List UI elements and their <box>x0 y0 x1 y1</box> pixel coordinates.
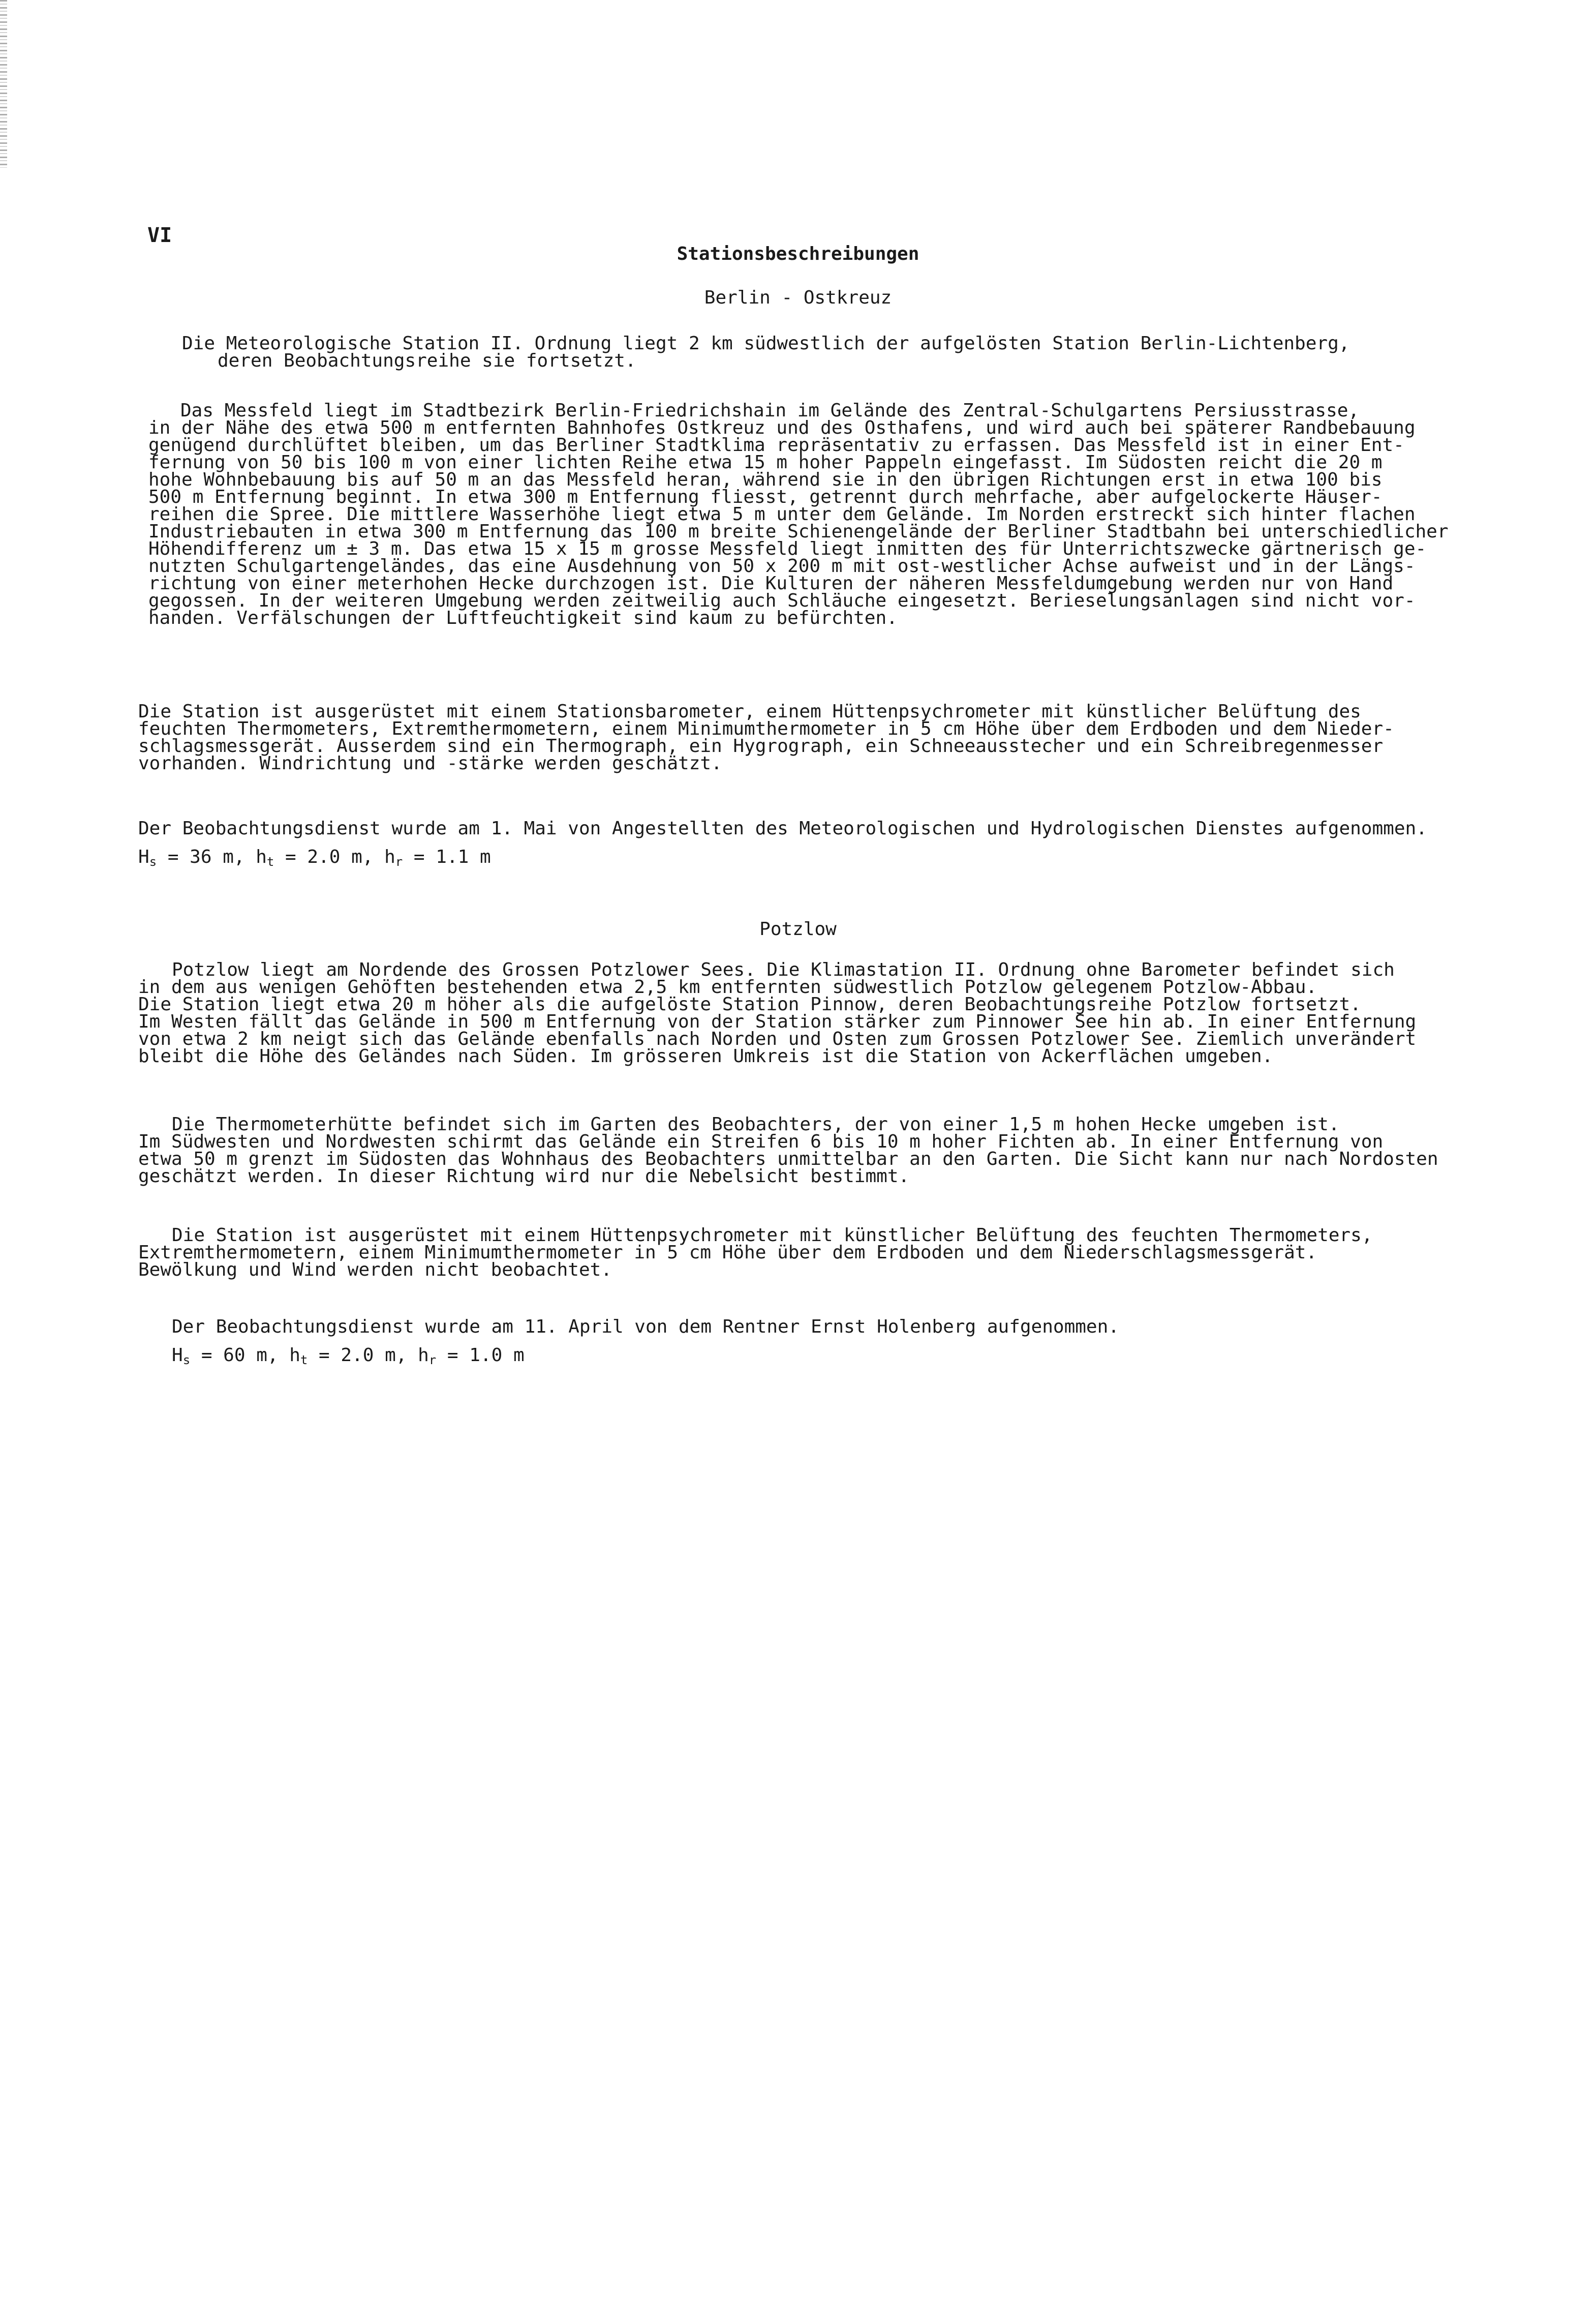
text-line: Bewölkung und Wind werden nicht beobachtet. <box>138 1259 612 1280</box>
scan-edge-artifact <box>0 0 7 168</box>
station-heights-berlin: $H_s = 36$ m, $h_t = 2.0$ m, $h_r = 1.1$ m <box>138 847 491 869</box>
text-line: richtung von einer meterhohen Hecke durchzogen ist. Die Kulturen der näheren Messfeldumgebung werden nur von Hand <box>148 573 1394 594</box>
text-line: etwa 50 m grenzt im Südosten das Wohnhaus des Beobachters unmittelbar an den Garten. Die Sicht kann nur nach Nordosten <box>138 1149 1438 1169</box>
text-line: schlagsmessgerät. Ausserdem sind ein Thermograph, ein Hygrograph, ein Schneeausstecher und ein Schreibregenmesser <box>138 736 1384 757</box>
text-line: feuchten Thermometers, Extremthermometern, einem Minimumthermometer in 5 cm Höhe über dem Erdboden und dem Nieder- <box>138 718 1394 739</box>
height-hr: 1.1 m <box>436 847 491 867</box>
text-line: vorhanden. Windrichtung und -stärke werden geschätzt. <box>138 753 722 774</box>
text-line: handen. Verfälschungen der Luftfeuchtigkeit sind kaum zu befürchten. <box>148 608 898 628</box>
text-line: von etwa 2 km neigt sich das Gelände ebenfalls nach Norden und Osten zum Grossen Potzlower See. Ziemlich unverändert <box>138 1029 1417 1049</box>
page-number: VI <box>147 224 172 247</box>
text-line: Der Beobachtungsdienst wurde am 11. April von dem Rentner Ernst Holenberg aufgenommen. <box>172 1316 1119 1337</box>
text-line: reihen die Spree. Die mittlere Wasserhöhe liegt etwa 5 m unter dem Gelände. Im Norden erstreckt sich hinter flachen <box>148 504 1416 525</box>
text-line: Im Westen fällt das Gelände in 500 m Entfernung von der Station stärker zum Pinnower See hin ab. In einer Entfernung <box>138 1011 1417 1032</box>
height-ht: 2.0 m <box>307 847 362 867</box>
text-line: fernung von 50 bis 100 m von einer lichten Reihe etwa 15 m hoher Pappeln eingefasst. Im Südosten reicht die 20 m <box>148 452 1383 473</box>
text-line: nutzten Schulgartengeländes, das eine Ausdehnung von 50 x 200 m mit ost-westlicher Achse aufweist und in der Längs- <box>148 556 1416 577</box>
text-line: genügend durchlüftet bleiben, um das Berliner Stadtklima repräsentativ zu erfassen. Das Messfeld ist in einer Ent- <box>148 435 1404 456</box>
height-hr: 1.0 m <box>469 1345 525 1366</box>
section-heading-potzlow: Potzlow <box>759 919 837 940</box>
height-hs: 36 m <box>190 847 234 867</box>
text-line: Potzlow liegt am Nordende des Grossen Potzlower Sees. Die Klimastation II. Ordnung ohne Barometer befindet sich <box>172 959 1395 980</box>
section-heading-berlin: Berlin - Ostkreuz <box>704 287 892 308</box>
text-line: Die Station ist ausgerüstet mit einem Hüttenpsychrometer mit künstlicher Belüftung des feuchten Thermometers, <box>172 1225 1373 1246</box>
height-ht: 2.0 m <box>341 1345 396 1366</box>
document-title: Stationsbeschreibungen <box>677 244 919 264</box>
text-line: 500 m Entfernung beginnt. In etwa 300 m Entfernung fliesst, getrennt durch mehrfache, aber aufgelockerte Häuser- <box>148 487 1383 507</box>
station-heights-potzlow: $H_s = 60$ m, $h_t = 2.0$ m, $h_r = 1.0$ m <box>172 1345 525 1367</box>
text-line: Die Thermometerhütte befindet sich im Garten des Beobachters, der von einer 1,5 m hohen Hecke umgeben ist. <box>172 1114 1340 1135</box>
text-line: in dem aus wenigen Gehöften bestehenden etwa 2,5 km entfernten südwestlich Potzlow gelegenem Potzlow-Abbau. <box>138 977 1317 998</box>
text-line: in der Nähe des etwa 500 m entfernten Bahnhofes Ostkreuz und des Osthafens, und wird auch bei späterer Randbebauung <box>148 417 1416 438</box>
text-line: Das Messfeld liegt im Stadtbezirk Berlin-Friedrichshain im Gelände des Zentral-Schulgartens Persiusstrasse, <box>180 400 1360 421</box>
text-line: Der Beobachtungsdienst wurde am 1. Mai von Angestellten des Meteorologischen und Hydrologischen Dienstes aufgenommen. <box>138 818 1427 839</box>
height-hs: 60 m <box>223 1345 267 1366</box>
text-line: Industriebauten in etwa 300 m Entfernung das 100 m breite Schienengelände der Berliner Stadtbahn bei unterschiedlicher <box>148 521 1449 542</box>
text-line: Höhendifferenz um ± 3 m. Das etwa 15 x 15 m grosse Messfeld liegt inmitten des für Unterrichtszwecke gärtnerisch ge- <box>148 538 1427 559</box>
text-line: Extremthermometern, einem Minimumthermometer in 5 cm Höhe über dem Erdboden und dem Niederschlagsmessgerät. <box>138 1242 1317 1263</box>
text-line: Die Meteorologische Station II. Ordnung liegt 2 km südwestlich der aufgelösten Station Berlin-Lichtenberg, <box>182 333 1350 354</box>
text-line: Die Station ist ausgerüstet mit einem Stationsbarometer, einem Hüttenpsychrometer mit künstlicher Belüftung des <box>138 701 1361 722</box>
text-line: bleibt die Höhe des Geländes nach Süden. Im grösseren Umkreis ist die Station von Ackerflächen umgeben. <box>138 1046 1273 1067</box>
text-line: Die Station liegt etwa 20 m höher als die aufgelöste Station Pinnow, deren Beobachtungsreihe Potzlow fortsetzt. <box>138 994 1361 1015</box>
text-line: geschätzt werden. In dieser Richtung wird nur die Nebelsicht bestimmt. <box>138 1166 910 1187</box>
text-line: hohe Wohnbebauung bis auf 50 m an das Messfeld heran, während sie in den übrigen Richtungen erst in etwa 100 bis <box>148 469 1383 490</box>
text-line: Im Südwesten und Nordwesten schirmt das Gelände ein Streifen 6 bis 10 m hoher Fichten ab. In einer Entfernung von <box>138 1131 1384 1152</box>
text-line: gegossen. In der weiteren Umgebung werden zeitweilig auch Schläuche eingesetzt. Berieselungsanlagen sind nicht vor- <box>148 590 1416 611</box>
text-line: deren Beobachtungsreihe sie fortsetzt. <box>218 350 636 371</box>
